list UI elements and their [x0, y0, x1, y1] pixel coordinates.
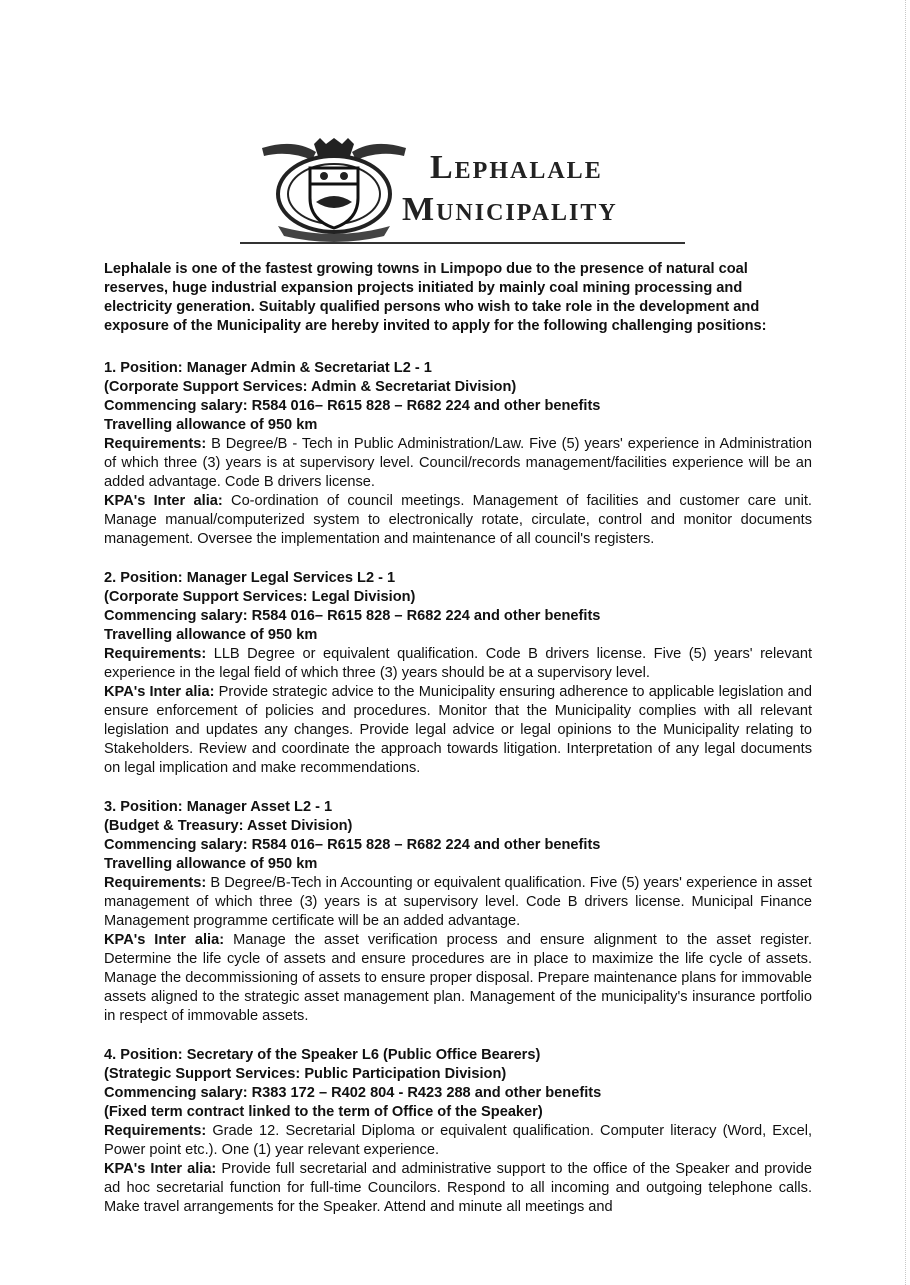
position-block-2 [104, 569, 812, 778]
position-division: (Budget & Treasury: Asset Division) [104, 818, 353, 834]
kpa-text: Provide strategic advice to the Municipality ensuring adherence to applicable legislation and ensure enforcement of policies and procedures. Monitor that the Municipality complies with all relevant legislation and updates any changes. Provide legal advice or legal opinions to the Municipality relating to Stakeholders. Review and coordinate the approach towards litigation. Interpretation of any legal documents on legal implication and make recommendations. [104, 684, 812, 776]
municipality-wordmark [402, 150, 618, 228]
position-title: 3. Position: Manager Asset L2 - 1 [104, 799, 333, 815]
requirements-text: B Degree/B-Tech in Accounting or equivalent qualification. Five (5) years' experience in asset management of which three (3) years is at supervisory level. Code B drivers license. Municipal Finance Management programme certificate will be an added advantage. [104, 875, 812, 929]
kpa-text: Co-ordination of council meetings. Management of facilities and customer care unit. Manage manual/computerized system to electronically rotate, circulate, control and monitor documents management. Oversee the implementation and maintenance of all council's registers. [104, 493, 812, 547]
position-extra: Travelling allowance of 950 km [104, 856, 318, 872]
position-title: 2. Position: Manager Legal Services L2 - 1 [104, 570, 396, 586]
kpa-label: KPA's Inter alia: [104, 1161, 217, 1177]
position-title: 1. Position: Manager Admin & Secretariat L2 - 1 [104, 360, 432, 376]
requirements-text: Grade 12. Secretarial Diploma or equivalent qualification. Computer literacy (Word, Excel, Power point etc.). One (1) year relevant experience. [104, 1123, 812, 1158]
advert-body [104, 260, 812, 1237]
kpa-paragraph [104, 683, 812, 778]
position-extra: (Fixed term contract linked to the term of Office of the Speaker) [104, 1104, 543, 1120]
kpa-paragraph [104, 1160, 812, 1217]
requirements-paragraph [104, 1122, 812, 1160]
letterhead-rule [240, 242, 685, 244]
intro-paragraph: Lephalale is one of the fastest growing towns in Limpopo due to the presence of natural coal reserves, huge industrial expansion projects initiated by mainly coal mining processing and electricity generation. Suitably qualified persons who wish to take role in the development and exposure of the Municipality are hereby invited to apply for the following challenging positions: [104, 261, 767, 334]
requirements-paragraph [104, 435, 812, 492]
wordmark-line-1: Lephalale [430, 149, 603, 186]
wordmark-line-2: Municipality [402, 191, 618, 228]
municipal-crest-logo [254, 138, 414, 242]
requirements-label: Requirements: [104, 1123, 207, 1139]
position-division: (Strategic Support Services: Public Participation Division) [104, 1066, 507, 1082]
requirements-text: LLB Degree or equivalent qualification. Code B drivers license. Five (5) years' relevant experience in the legal field of which three (3) years should be at a supervisory level. [104, 646, 812, 681]
requirements-label: Requirements: [104, 646, 207, 662]
position-salary: Commencing salary: R584 016– R615 828 – R682 224 and other benefits [104, 398, 601, 414]
requirements-label: Requirements: [104, 875, 207, 891]
letterhead [240, 138, 685, 250]
position-division: (Corporate Support Services: Legal Division) [104, 589, 416, 605]
kpa-paragraph [104, 492, 812, 549]
position-block-3 [104, 798, 812, 1026]
kpa-label: KPA's Inter alia: [104, 684, 215, 700]
position-extra: Travelling allowance of 950 km [104, 627, 318, 643]
position-salary: Commencing salary: R383 172 – R402 804 - R423 288 and other benefits [104, 1085, 602, 1101]
requirements-paragraph [104, 874, 812, 931]
kpa-text: Manage the asset verification process and ensure alignment to the asset register. Determine the life cycle of assets and ensure procedures are in place to maximize the life cycle of assets. Manage the decommissioning of assets to ensure proper disposal. Prepare maintenance plans for immovable assets aligned to the strategic asset management plan. Management of the municipality's insurance portfolio in respect of immovable assets. [104, 932, 812, 1024]
kpa-text: Provide full secretarial and administrative support to the office of the Speaker and provide ad hoc secretarial function for full-time Councilors. Respond to all incoming and outgoing telephone calls. Make travel arrangements for the Speaker. Attend and minute all meetings and [104, 1161, 812, 1215]
position-salary: Commencing salary: R584 016– R615 828 – R682 224 and other benefits [104, 837, 601, 853]
position-salary: Commencing salary: R584 016– R615 828 – R682 224 and other benefits [104, 608, 601, 624]
requirements-text: B Degree/B - Tech in Public Administration/Law. Five (5) years' experience in Administration of which three (3) years is at supervisory level. Council/records management/facilities experience will be an added advantage. Code B drivers license. [104, 436, 812, 490]
kpa-paragraph [104, 931, 812, 1026]
requirements-label: Requirements: [104, 436, 207, 452]
position-division: (Corporate Support Services: Admin & Secretariat Division) [104, 379, 517, 395]
requirements-paragraph [104, 645, 812, 683]
kpa-label: KPA's Inter alia: [104, 932, 225, 948]
position-block-4 [104, 1046, 812, 1217]
position-title: 4. Position: Secretary of the Speaker L6 (Public Office Bearers) [104, 1047, 541, 1063]
position-extra: Travelling allowance of 950 km [104, 417, 318, 433]
position-block-1 [104, 359, 812, 549]
kpa-label: KPA's Inter alia: [104, 493, 223, 509]
page-edge-line [904, 0, 906, 1285]
